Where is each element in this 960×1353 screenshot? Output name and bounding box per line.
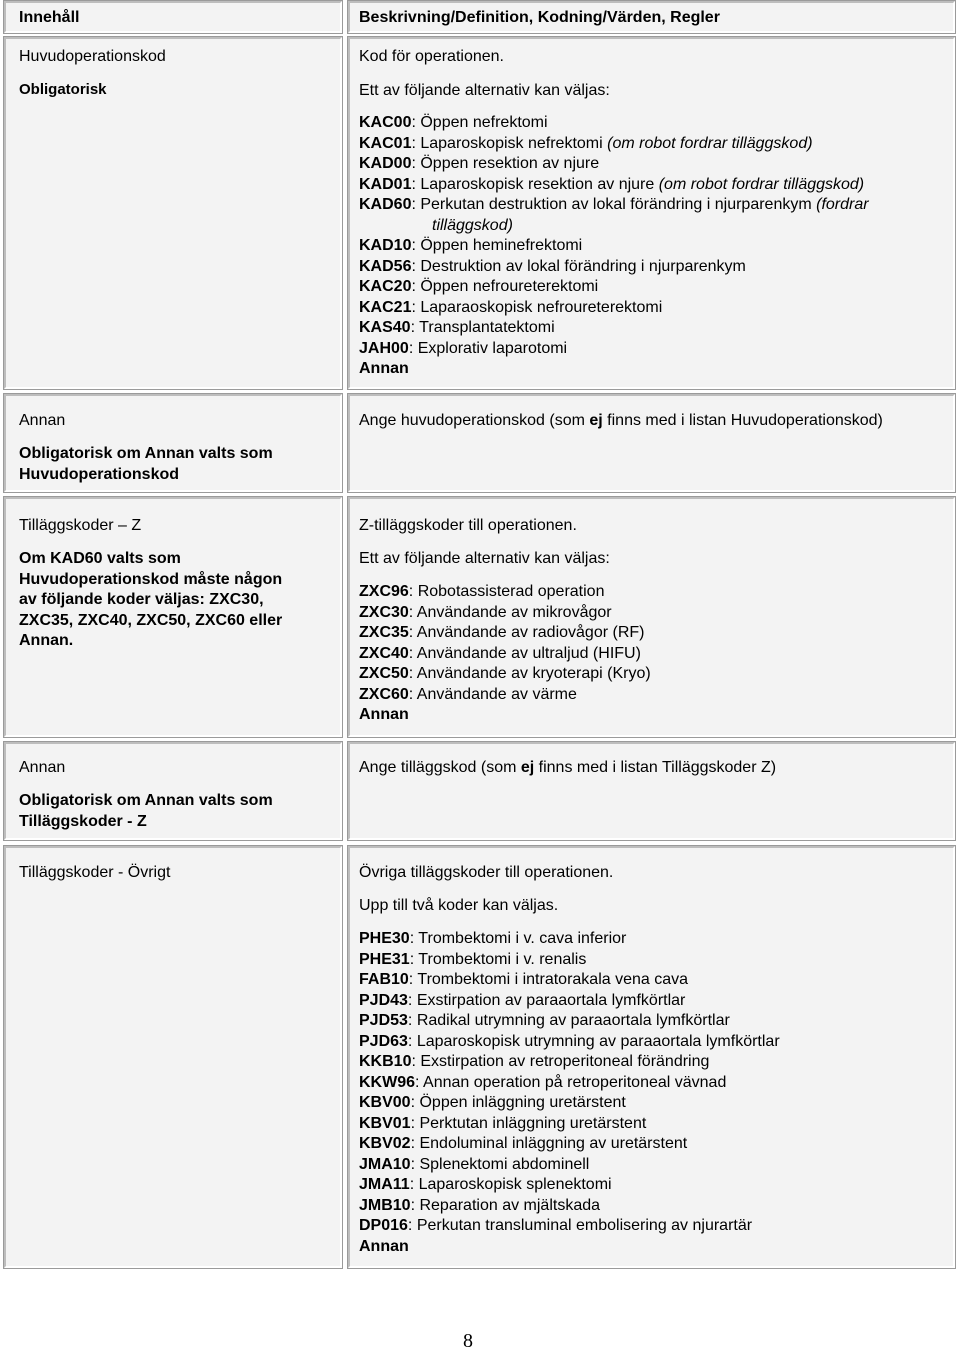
field-instruction: Ett av följande alternativ kan väljas: — [359, 82, 610, 99]
option-item: KAD10: Öppen heminefrektomi — [359, 237, 583, 254]
field-rule: Om KAD60 valts som Huvudoperationskod måste någon av följande koder väljas: ZXC30, ZXC35, ZXC40, ZXC50, ZXC60 eller Annan. — [19, 550, 283, 649]
field-requirement: Obligatorisk — [19, 81, 107, 98]
row-annan-huvud-right — [348, 394, 955, 492]
option-item: ZXC96: Robotassisterad operation — [359, 583, 605, 600]
row-tillaggskoder-ovrigt-right — [348, 846, 955, 1268]
option-item: JMB10: Reparation av mjältskada — [359, 1196, 601, 1214]
option-item: KAD60: Perkutan destruktion av lokal förändring i njurparenkym (fordrar — [359, 196, 869, 213]
row-annan-z-right — [348, 742, 955, 840]
option-item: KAD00: Öppen resektion av njure — [359, 155, 600, 172]
option-item: KAC20: Öppen nefroureterektomi — [359, 278, 599, 295]
header-description-label: Beskrivning/Definition, Kodning/Värden, Regler — [359, 9, 720, 26]
option-item: Annan — [359, 706, 409, 723]
option-item: JMA10: Splenektomi abdominell — [359, 1155, 590, 1173]
option-item: KBV00: Öppen inläggning uretärstent — [359, 1094, 626, 1111]
page-number: 8 — [463, 1330, 473, 1352]
option-item: KAD01: Laparoskopisk resektion av njure (om robot fordrar tilläggskod) — [359, 175, 865, 193]
option-item: ZXC30: Användande av mikrovågor — [359, 603, 612, 621]
field-instruction: Upp till två koder kan väljas. — [359, 897, 559, 914]
option-item: KAC21: Laparaoskopisk nefroureterektomi — [359, 298, 663, 316]
option-item: Annan — [359, 360, 409, 377]
field-name: Annan — [19, 412, 66, 429]
option-item: PHE31: Trombektomi i v. renalis — [359, 950, 587, 968]
option-item: KAD56: Destruktion av lokal förändring i njurparenkym — [359, 257, 746, 275]
field-description: Ange tilläggskod (som ej finns med i listan Tilläggskoder Z) — [359, 759, 777, 776]
option-item: ZXC35: Användande av radiovågor (RF) — [359, 624, 645, 641]
field-description: Övriga tilläggskoder till operationen. — [359, 864, 614, 881]
option-item: KKW96: Annan operation på retroperitoneal vävnad — [359, 1073, 727, 1091]
row-annan-z-left — [4, 742, 342, 840]
field-name: Tilläggskoder - Övrigt — [19, 864, 171, 881]
field-description: Z-tilläggskoder till operationen. — [359, 517, 577, 534]
field-requirement-line2: Huvudoperationskod — [19, 466, 180, 483]
field-name: Annan — [19, 759, 66, 776]
row-tillaggskoder-z-right — [348, 497, 955, 737]
option-item: PJD53: Radikal utrymning av paraaortala lymfkörtlar — [359, 1012, 730, 1029]
option-item-continuation: tilläggskod) — [432, 216, 513, 234]
header-content-label: Innehåll — [19, 9, 80, 26]
option-item: KBV02: Endoluminal inläggning av uretärstent — [359, 1135, 688, 1152]
option-item: ZXC60: Användande av värme — [359, 685, 577, 703]
option-item: KAS40: Transplantatektomi — [359, 319, 555, 336]
field-description: Ange huvudoperationskod (som ej finns med i listan Huvudoperationskod) — [359, 412, 883, 429]
header-right-cell — [348, 1, 955, 33]
option-item: JAH00: Explorativ laparotomi — [359, 339, 568, 357]
field-name: Tilläggskoder – Z — [19, 517, 142, 534]
field-instruction: Ett av följande alternativ kan väljas: — [359, 550, 610, 567]
field-name: Huvudoperationskod — [19, 48, 166, 65]
row-annan-huvud-left — [4, 394, 342, 492]
header-left-cell — [4, 1, 342, 33]
row-huvudoperationskod-left — [4, 37, 342, 389]
option-item: ZXC40: Användande av ultraljud (HIFU) — [359, 644, 641, 662]
option-list — [359, 113, 869, 380]
option-list — [359, 582, 651, 726]
option-item: Annan — [359, 1237, 409, 1255]
option-item: KAC01: Laparoskopisk nefrektomi (om robot fordrar tilläggskod) — [359, 134, 813, 152]
row-tillaggskoder-ovrigt-left — [4, 846, 342, 1268]
field-requirement-line2: Tilläggskoder - Z — [19, 813, 147, 830]
option-list — [359, 929, 780, 1257]
option-item: FAB10: Trombektomi i intratorakala vena cava — [359, 971, 689, 988]
field-requirement-line1: Obligatorisk om Annan valts som — [19, 792, 273, 809]
option-item: PHE30: Trombektomi i v. cava inferior — [359, 930, 627, 947]
option-item: KAC00: Öppen nefrektomi — [359, 114, 548, 131]
option-item: PJD63: Laparoskopisk utrymning av paraaortala lymfkörtlar — [359, 1032, 780, 1050]
field-description: Kod för operationen. — [359, 48, 504, 65]
row-huvudoperationskod-right — [348, 37, 955, 389]
option-item: PJD43: Exstirpation av paraaortala lymfkörtlar — [359, 991, 686, 1009]
option-item: DP016: Perkutan transluminal embolisering av njurartär — [359, 1217, 753, 1234]
option-item: KKB10: Exstirpation av retroperitoneal förändring — [359, 1053, 710, 1070]
field-requirement-line1: Obligatorisk om Annan valts som — [19, 445, 273, 462]
option-item: ZXC50: Användande av kryoterapi (Kryo) — [359, 665, 651, 682]
row-tillaggskoder-z-left — [4, 497, 342, 737]
option-item: JMA11: Laparoskopisk splenektomi — [359, 1176, 612, 1193]
option-item: KBV01: Perktutan inläggning uretärstent — [359, 1114, 647, 1132]
